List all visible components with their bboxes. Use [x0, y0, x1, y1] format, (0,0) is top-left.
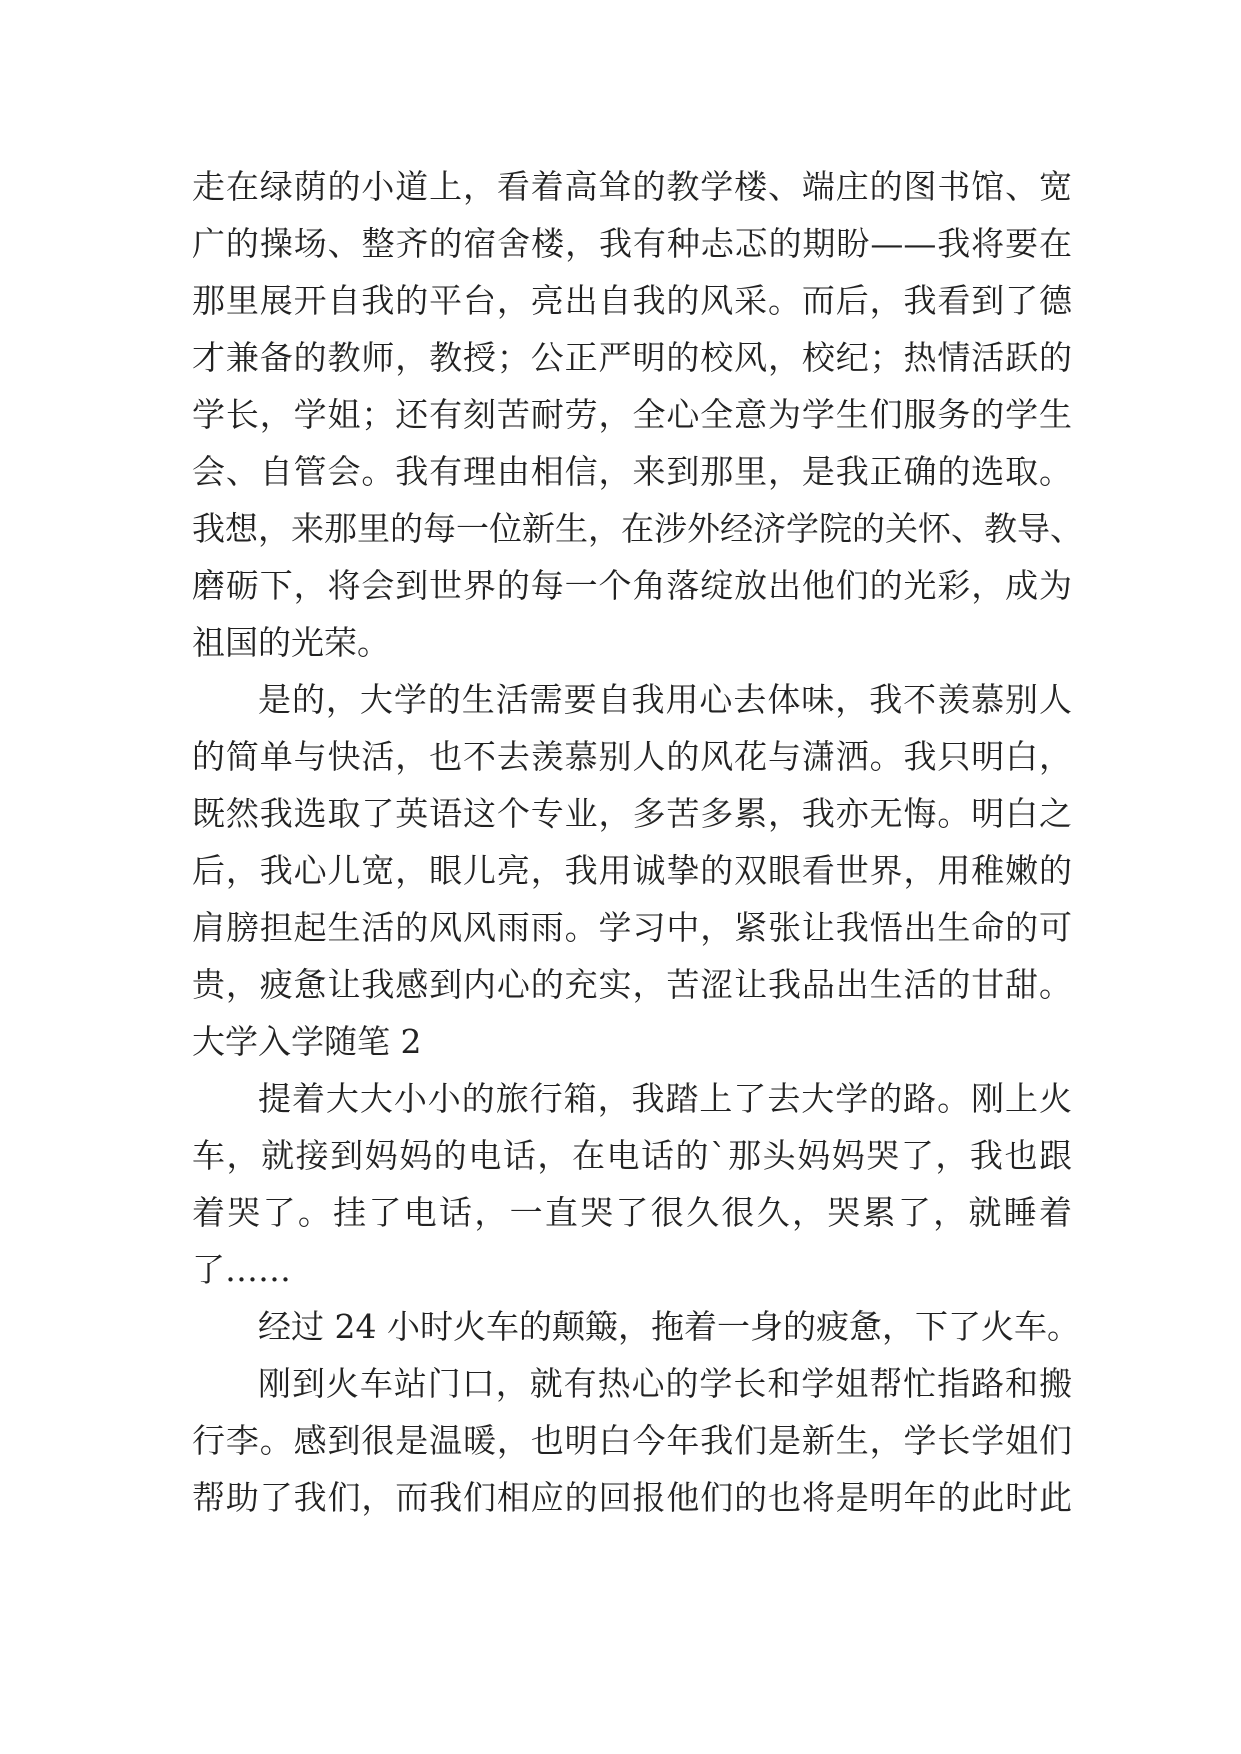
text-line: 大学入学随笔 2 — [192, 1022, 422, 1061]
text-line: 车，就接到妈妈的电话，在电话的`那头妈妈哭了，我也跟 — [192, 1136, 1072, 1175]
text-line: 才兼备的教师，教授；公正严明的校风，校纪；热情活跃的 — [192, 338, 1072, 377]
text-line: 行李。感到很是温暖，也明白今年我们是新生，学长学姐们 — [192, 1421, 1072, 1460]
text-line: 后，我心儿宽，眼儿亮，我用诚挚的双眼看世界，用稚嫩的 — [192, 851, 1072, 890]
text-line: 我想，来那里的每一位新生，在涉外经济学院的关怀、教导、 — [192, 509, 1083, 548]
text-line: 会、自管会。我有理由相信，来到那里，是我正确的选取。 — [192, 452, 1072, 491]
text-line: 了…… — [192, 1250, 291, 1289]
text-line: 那里展开自我的平台，亮出自我的风采。而后，我看到了德 — [192, 281, 1072, 320]
text-line: 帮助了我们，而我们相应的回报他们的也将是明年的此时此 — [192, 1478, 1072, 1517]
text-line: 磨砺下，将会到世界的每一个角落绽放出他们的光彩，成为 — [192, 566, 1072, 605]
text-line: 的简单与快活，也不去羡慕别人的风花与潇洒。我只明白， — [192, 737, 1072, 776]
text-line: 经过 24 小时火车的颠簸，拖着一身的疲惫，下了火车。 — [258, 1307, 1080, 1346]
document-body — [192, 158, 1083, 1526]
text-line: 祖国的光荣。 — [192, 623, 390, 662]
text-line: 既然我选取了英语这个专业，多苦多累，我亦无悔。明白之 — [192, 794, 1072, 833]
text-line: 广的操场、整齐的宿舍楼，我有种忐忑的期盼——我将要在 — [192, 224, 1072, 263]
text-line: 学长，学姐；还有刻苦耐劳，全心全意为学生们服务的学生 — [192, 395, 1072, 434]
text-line: 刚到火车站门口，就有热心的学长和学姐帮忙指路和搬 — [258, 1364, 1072, 1403]
text-line: 着哭了。挂了电话，一直哭了很久很久，哭累了，就睡着 — [192, 1193, 1072, 1232]
text-line: 走在绿荫的小道上，看着高耸的教学楼、端庄的图书馆、宽 — [192, 167, 1072, 206]
text-line: 提着大大小小的旅行箱，我踏上了去大学的路。刚上火 — [258, 1079, 1072, 1118]
text-line: 贵，疲惫让我感到内心的充实，苦涩让我品出生活的甘甜。 — [192, 965, 1072, 1004]
text-line: 肩膀担起生活的风风雨雨。学习中，紧张让我悟出生命的可 — [192, 908, 1072, 947]
text-line: 是的，大学的生活需要自我用心去体味，我不羡慕别人 — [258, 680, 1072, 719]
